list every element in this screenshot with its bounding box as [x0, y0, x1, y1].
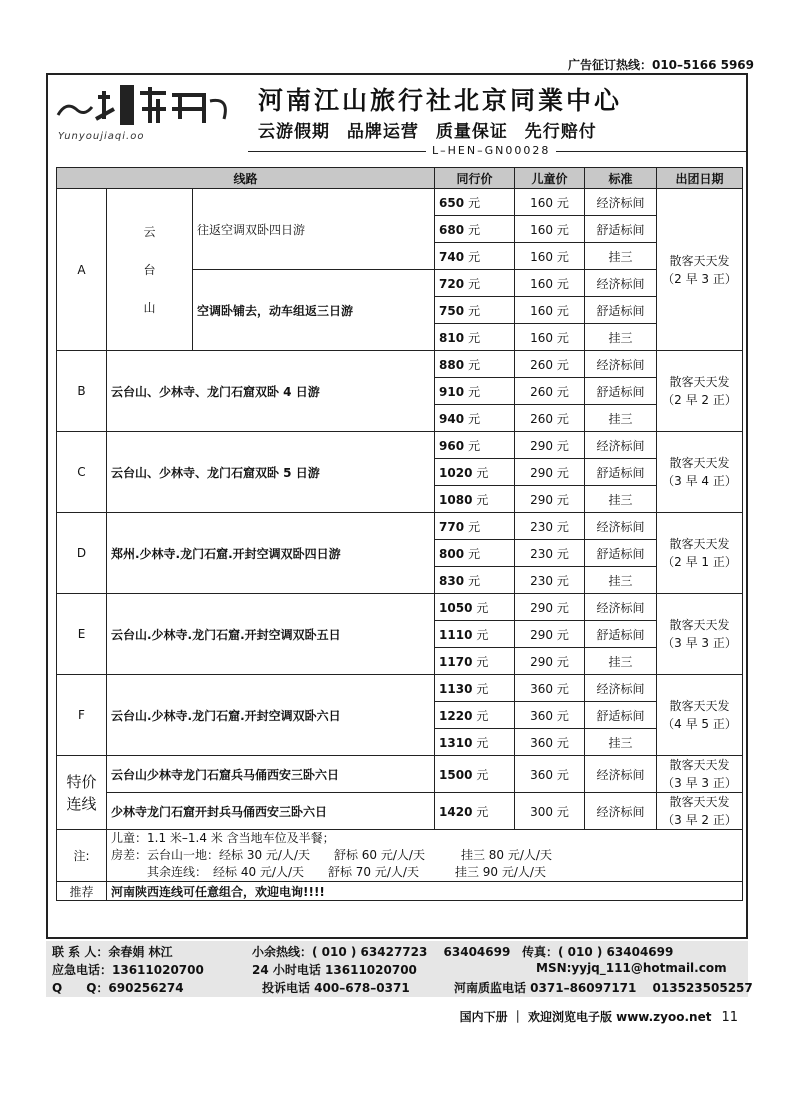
route-name: 云台山.少林寺.龙门石窟.开封空调双卧五日: [107, 594, 435, 675]
departure-cell: 散客天天发 （4 早 5 正）: [657, 675, 743, 756]
group-code: F: [57, 675, 107, 756]
child-price: 160 元: [515, 297, 585, 324]
brand-logo: [54, 79, 234, 151]
standard: 舒适标间: [585, 459, 657, 486]
price-cell: 940 元: [435, 405, 515, 432]
route-name: 往返空调双卧四日游: [193, 189, 435, 270]
contact-hotline: 小余热线：( 010 ) 63427723 63404699: [252, 945, 511, 959]
child-price: 230 元: [515, 540, 585, 567]
child-price: 290 元: [515, 432, 585, 459]
child-price: 290 元: [515, 648, 585, 675]
table-row: [57, 756, 743, 793]
departure-cell: 散客天天发 （3 早 4 正）: [657, 432, 743, 513]
table-row: [57, 594, 743, 621]
standard: 挂三: [585, 486, 657, 513]
standard: 挂三: [585, 648, 657, 675]
table-row: [57, 675, 743, 702]
header-standard: 标准: [585, 168, 657, 189]
table-row: [57, 432, 743, 459]
phone-24h: 24 小时电话 13611020700: [252, 963, 417, 977]
price-cell: 960 元: [435, 432, 515, 459]
price-cell: 1130 元: [435, 675, 515, 702]
price-cell: 650 元: [435, 189, 515, 216]
complaint-phone: 投诉电话 400–678–0371: [262, 981, 410, 995]
group-code: E: [57, 594, 107, 675]
supervision-phone: 河南质监电话 0371–86097171 013523505257: [454, 981, 753, 995]
standard: 挂三: [585, 729, 657, 756]
table-row: [57, 351, 743, 378]
recommend-label: 推荐: [57, 882, 107, 901]
groups-body: [57, 351, 743, 756]
group-code: A: [57, 189, 107, 351]
child-price: 360 元: [515, 702, 585, 729]
slogan: 云游假期 品牌运营 质量保证 先行赔付: [258, 122, 597, 142]
header-route: 线路: [57, 168, 435, 189]
child-price: 160 元: [515, 189, 585, 216]
logo-text: Yunyoujiaqi.oo: [58, 131, 145, 142]
standard: 舒适标间: [585, 378, 657, 405]
standard: 经济标间: [585, 675, 657, 702]
standard: 舒适标间: [585, 702, 657, 729]
route-name: 云台山、少林寺、龙门石窟双卧 4 日游: [107, 351, 435, 432]
child-price: 290 元: [515, 621, 585, 648]
price-table: [56, 167, 743, 901]
child-price: 290 元: [515, 459, 585, 486]
child-price: 290 元: [515, 486, 585, 513]
price-cell: 1050 元: [435, 594, 515, 621]
notes-label: 注:: [57, 830, 107, 882]
child-price: 230 元: [515, 513, 585, 540]
route-name: 云台山.少林寺.龙门石窟.开封空调双卧六日: [107, 675, 435, 756]
route-name: 空调卧铺去，动车组返三日游: [193, 270, 435, 351]
agency-name: 河南江山旅行社北京同業中心: [258, 86, 623, 115]
standard: 舒适标间: [585, 540, 657, 567]
special-label: 特价 连线: [57, 756, 107, 830]
contact-person: 联 系 人：余春娟 林江: [52, 945, 173, 959]
standard: 挂三: [585, 405, 657, 432]
departure-cell: 散客天天发 （3 早 3 正）: [657, 756, 743, 793]
child-price: 260 元: [515, 378, 585, 405]
standard: 舒适标间: [585, 621, 657, 648]
ad-frame: [46, 73, 748, 939]
price-cell: 1420 元: [435, 793, 515, 830]
route-name: 少林寺龙门石窟开封兵马俑西安三卧六日: [107, 793, 435, 830]
destination-text: 云 台 山: [143, 224, 156, 315]
footer-text: 国内下册 ｜ 欢迎浏览电子版 www.zyoo.net: [459, 1010, 712, 1024]
route-name: 云台山少林寺龙门石窟兵马俑西安三卧六日: [107, 756, 435, 793]
child-price: 360 元: [515, 729, 585, 756]
recommend-row: [57, 882, 743, 901]
table-row: [57, 189, 743, 216]
departure-cell: 散客天天发 （2 早 1 正）: [657, 513, 743, 594]
standard: 经济标间: [585, 594, 657, 621]
departure-cell: 散客天天发 （2 早 2 正）: [657, 351, 743, 432]
group-code: B: [57, 351, 107, 432]
group-code: C: [57, 432, 107, 513]
child-price: 160 元: [515, 324, 585, 351]
child-price: 260 元: [515, 351, 585, 378]
standard: 挂三: [585, 243, 657, 270]
standard: 经济标间: [585, 432, 657, 459]
route-name: 云台山、少林寺、龙门石窟双卧 5 日游: [107, 432, 435, 513]
price-cell: 1220 元: [435, 702, 515, 729]
standard: 经济标间: [585, 351, 657, 378]
contact-bar: [46, 941, 753, 997]
price-cell: 1500 元: [435, 756, 515, 793]
page-number: 11: [721, 1010, 738, 1025]
price-cell: 880 元: [435, 351, 515, 378]
price-cell: 1080 元: [435, 486, 515, 513]
price-cell: 720 元: [435, 270, 515, 297]
standard: 经济标间: [585, 513, 657, 540]
standard: 经济标间: [585, 189, 657, 216]
child-price: 290 元: [515, 594, 585, 621]
emergency-phone: 应急电话：13611020700: [52, 963, 204, 977]
qq-contact: Q Q：690256274: [52, 981, 184, 995]
price-cell: 800 元: [435, 540, 515, 567]
price-cell: 830 元: [435, 567, 515, 594]
destination-label: [107, 189, 193, 351]
standard: 挂三: [585, 567, 657, 594]
price-cell: 1020 元: [435, 459, 515, 486]
departure-cell: 散客天天发 （3 早 2 正）: [657, 793, 743, 830]
header-departure: 出团日期: [657, 168, 743, 189]
msn-contact: MSN:yyjq_111@hotmail.com: [536, 961, 727, 975]
license-number: L–HEN–GN00028: [426, 144, 556, 157]
child-price: 360 元: [515, 675, 585, 702]
standard: 舒适标间: [585, 297, 657, 324]
price-cell: 680 元: [435, 216, 515, 243]
contact-fax: 传真：( 010 ) 63404699: [522, 945, 674, 959]
price-cell: 910 元: [435, 378, 515, 405]
child-price: 360 元: [515, 756, 585, 793]
route-name: 郑州.少林寺.龙门石窟.开封空调双卧四日游: [107, 513, 435, 594]
group-code: D: [57, 513, 107, 594]
logo-mark-icon: [54, 79, 234, 131]
price-cell: 810 元: [435, 324, 515, 351]
child-price: 160 元: [515, 243, 585, 270]
child-price: 160 元: [515, 216, 585, 243]
page-footer: [460, 1008, 738, 1025]
departure-cell: 散客天天发 （2 早 3 正）: [657, 189, 743, 351]
notes-text: 儿童：1.1 米–1.4 米 含当地车位及半餐； 房差：云台山一地：经标 30 元/人/天 舒标 60 元/人/天 挂三 80 元/人/天 其余连线： 经标 40 元/人/天 舒标 70 元/人/天 挂三 90 元/人/天: [107, 830, 743, 882]
table-row: [57, 793, 743, 830]
price-cell: 770 元: [435, 513, 515, 540]
price-cell: 750 元: [435, 297, 515, 324]
recommend-text: 河南陕西连线可任意组合，欢迎电询!!!!: [107, 882, 743, 901]
child-price: 300 元: [515, 793, 585, 830]
price-cell: 1110 元: [435, 621, 515, 648]
standard: 经济标间: [585, 756, 657, 793]
table-header-row: [57, 168, 743, 189]
standard: 经济标间: [585, 270, 657, 297]
header-child: 儿童价: [515, 168, 585, 189]
table-row: [57, 513, 743, 540]
child-price: 260 元: [515, 405, 585, 432]
price-cell: 1170 元: [435, 648, 515, 675]
standard: 舒适标间: [585, 216, 657, 243]
ad-hotline: 广告征订热线：010–5166 5969: [567, 58, 754, 72]
price-cell: 1310 元: [435, 729, 515, 756]
standard: 挂三: [585, 324, 657, 351]
standard: 经济标间: [585, 793, 657, 830]
child-price: 230 元: [515, 567, 585, 594]
price-cell: 740 元: [435, 243, 515, 270]
header-price: 同行价: [435, 168, 515, 189]
departure-cell: 散客天天发 （3 早 3 正）: [657, 594, 743, 675]
child-price: 160 元: [515, 270, 585, 297]
notes-row: [57, 830, 743, 882]
